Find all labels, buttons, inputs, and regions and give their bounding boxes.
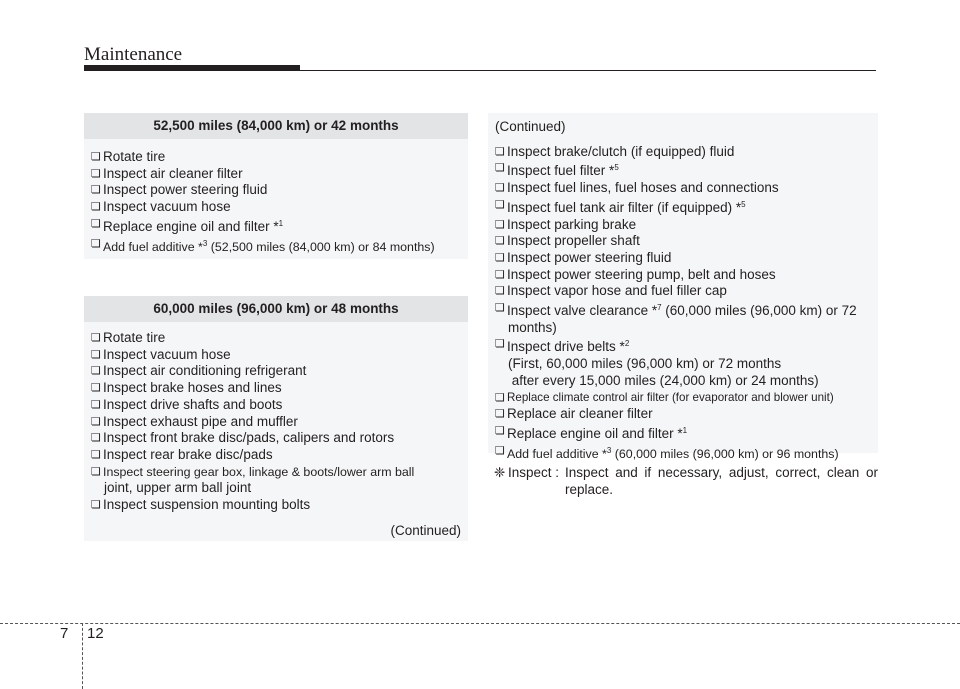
footer-rule: [0, 623, 960, 624]
remark-label: Inspect :: [508, 465, 560, 480]
list-item-continuation: joint, upper arm ball joint: [104, 480, 252, 496]
list-item: ❏ Rotate tire: [91, 149, 461, 166]
inspect-remark: [494, 465, 878, 498]
list-item: ❏ Inspect power steering fluid: [495, 250, 871, 267]
list-item: ❏ Replace engine oil and filter *$^1$: [91, 216, 461, 236]
schedule-title: 60,000 miles (96,000 km) or 48 months: [84, 296, 468, 322]
list-item: ❏ Inspect air cleaner filter: [91, 166, 461, 183]
list-item: ❏ Inspect vacuum hose: [91, 199, 461, 216]
list-item: ❏ Rotate tire: [91, 330, 461, 347]
list-item: ❏ Inspect valve clearance *$^7$ (60,000 miles (96,000 km) or 72: [495, 300, 871, 320]
list-item: ❏ Inspect suspension mounting bolts: [91, 497, 461, 514]
list-item: ❏ Inspect drive belts *$^2$: [495, 336, 871, 356]
schedule-box-60000: [84, 296, 468, 541]
list-item: ❏ Inspect parking brake: [495, 217, 871, 234]
list-item: ❏ Inspect front brake disc/pads, calipers and rotors: [91, 430, 461, 447]
list-item: ❏ Inspect rear brake disc/pads: [91, 447, 461, 464]
chapter-number: 7: [60, 625, 69, 642]
header-bar: [84, 65, 300, 71]
schedule-title: 52,500 miles (84,000 km) or 42 months: [84, 113, 468, 139]
list-item: ❏ Add fuel additive *$^3$ (60,000 miles (96,000 km) or 96 months): [495, 443, 871, 463]
page-number: 12: [87, 625, 104, 642]
list-item: ❏ Inspect exhaust pipe and muffler: [91, 414, 461, 431]
continued-note: (Continued): [390, 522, 461, 538]
list-item: ❏ Inspect steering gear box, linkage & boots/lower arm ball: [91, 464, 461, 481]
remark-text-continuation: replace.: [565, 481, 614, 497]
list-item: ❏ Inspect fuel lines, fuel hoses and connections: [495, 180, 871, 197]
list-item: ❏ Inspect propeller shaft: [495, 233, 871, 250]
list-item: ❏ Inspect vacuum hose: [91, 347, 461, 364]
list-item: ❏ Inspect air conditioning refrigerant: [91, 363, 461, 380]
list-item: ❏ Replace air cleaner filter: [495, 406, 871, 423]
list-item-continuation: (First, 60,000 miles (96,000 km) or 72 months: [508, 356, 782, 372]
list-item: ❏ Add fuel additive *$^3$ (52,500 miles (84,000 km) or 84 months): [91, 236, 461, 256]
remark-text: Inspect and if necessary, adjust, correct, clean or: [565, 465, 878, 480]
remark-symbol-icon: ❈: [494, 465, 506, 480]
page-section-title: Maintenance: [84, 44, 183, 65]
list-item: ❏ Inspect fuel tank air filter (if equipped) *$^5$: [495, 197, 871, 217]
footer-divider: [82, 623, 83, 689]
list-item: ❏ Inspect vapor hose and fuel filler cap: [495, 283, 871, 300]
schedule-box-60000-continued: [488, 113, 878, 461]
list-item: ❏ Inspect brake/clutch (if equipped) fluid: [495, 144, 871, 161]
list-item: ❏ Replace engine oil and filter *$^1$: [495, 423, 871, 443]
list-item: ❏ Replace climate control air filter (for evaporator and blower unit): [495, 390, 871, 407]
list-item: ❏ Inspect fuel filter *$^5$: [495, 160, 871, 180]
list-item-continuation: after every 15,000 miles (24,000 km) or 24 months): [508, 372, 819, 388]
list-item: ❏ Inspect power steering fluid: [91, 182, 461, 199]
list-item: ❏ Inspect power steering pump, belt and hoses: [495, 267, 871, 284]
header-rule: [300, 70, 876, 71]
list-item: ❏ Inspect drive shafts and boots: [91, 397, 461, 414]
continued-label: (Continued): [495, 119, 566, 134]
schedule-box-52500: [84, 113, 468, 259]
list-item: ❏ Inspect brake hoses and lines: [91, 380, 461, 397]
list-item-continuation: months): [508, 319, 557, 335]
